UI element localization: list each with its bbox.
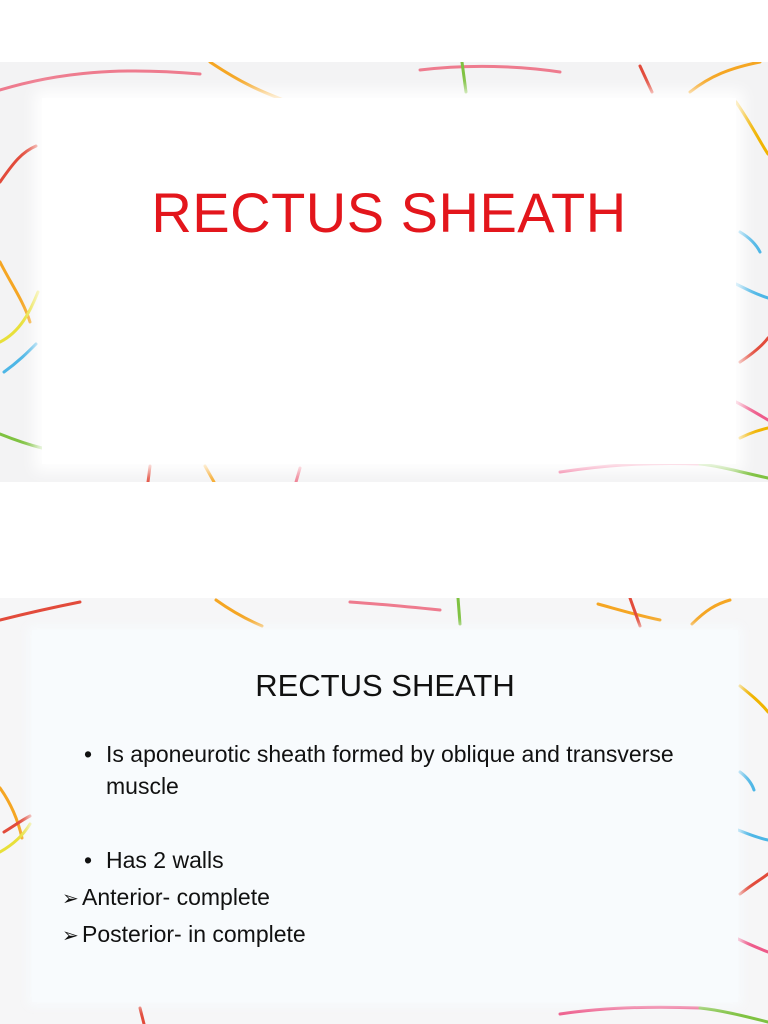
list-item [84,844,704,876]
sub-item-text: Anterior- complete [82,884,270,910]
bullet-icon: • [84,847,93,873]
bullet-text: Is aponeurotic sheath formed by oblique and transverse muscle [106,741,674,799]
bullet-icon: • [84,741,93,767]
content-panel [32,630,738,1002]
bullet-text: Has 2 walls [106,847,224,873]
list-item [84,738,704,802]
arrow-bullet-icon: ➢ [62,925,79,947]
sub-item-text: Posterior- in complete [82,921,306,947]
arrow-bullet-icon: ➢ [62,888,79,910]
title-panel [42,98,736,464]
title-slide [0,62,768,482]
list-item [62,918,682,952]
slide-title: RECTUS SHEATH [255,668,515,703]
list-item [62,881,682,915]
content-slide [0,598,768,1024]
slide-title: RECTUS SHEATH [151,181,627,244]
